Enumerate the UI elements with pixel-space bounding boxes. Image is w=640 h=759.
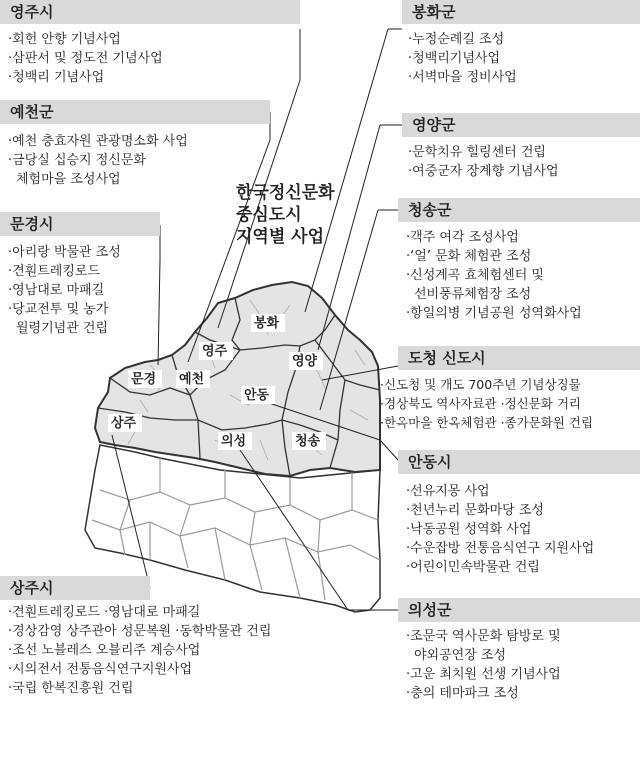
title-line-2: 중심도시	[236, 205, 302, 225]
list-item: ·조선 노블레스 오블리주 계승사업	[8, 643, 201, 658]
region-header-yeongju: 영주시	[0, 0, 300, 24]
list-item: 체험마을 조성사업	[16, 172, 121, 187]
list-item: ·신도청 및 개도 700주년 기념상징물	[380, 377, 581, 392]
list-item: ·조문국 역사문화 탐방로 및	[406, 629, 561, 644]
region-header-new-provincial-city: 도청 신도시	[398, 346, 640, 370]
list-item: ·견훤트레킹로드 ·영남대로 마패길	[8, 605, 201, 620]
list-item: ·고운 최치원 선생 기념사업	[406, 667, 561, 682]
map-label-sangju: 상주	[111, 416, 137, 431]
region-header-yecheon: 예천군	[0, 100, 270, 124]
list-item: ·항일의병 기념공원 성역화사업	[406, 306, 582, 321]
list-item: ·문학치유 힐링센터 건립	[408, 145, 546, 160]
region-list-bonghwa	[408, 30, 517, 87]
list-item: ·천년누리 문화마당 조성	[406, 503, 544, 518]
list-item: ·청백리기념사업	[408, 51, 501, 66]
region-header-yeongyang: 영양군	[402, 113, 640, 137]
map-label-yeongyang: 영양	[292, 354, 318, 369]
list-item: ·아리랑 박물관 조성	[8, 245, 121, 260]
list-item: ·한옥마을 한옥체험관 ·종가문화원 건립	[380, 415, 594, 430]
title-line-3: 지역별 사업	[236, 227, 325, 247]
region-header-mungyeong: 문경시	[0, 212, 160, 236]
map-label-yeongju: 영주	[202, 344, 228, 359]
list-item: ·당교전투 및 농가	[8, 302, 109, 317]
list-item: ·여중군자 장계향 기념사업	[408, 164, 559, 179]
region-header-cheongsong: 청송군	[398, 198, 640, 222]
region-list-cheongsong	[406, 228, 582, 323]
title-line-1: 한국정신문화	[236, 183, 335, 203]
list-item: ·낙동공원 성역화 사업	[406, 522, 532, 537]
region-list-sangju	[8, 603, 271, 698]
region-list-mungyeong	[8, 243, 121, 338]
region-header-uiseong: 의성군	[398, 598, 640, 622]
list-item: 월령기념관 건립	[16, 321, 109, 336]
region-header-bonghwa: 봉화군	[402, 0, 640, 24]
region-header-sangju: 상주시	[0, 576, 150, 600]
region-list-yeongyang	[408, 143, 559, 181]
list-item: ·경상감영 상주관아 성문복원 ·동학박물관 건립	[8, 624, 272, 639]
list-item: ·시의전서 전통음식연구지원사업	[8, 662, 193, 677]
list-item: ·회헌 안향 기념사업	[8, 32, 121, 47]
map-label-bonghwa: 봉화	[254, 316, 280, 331]
region-header-andong: 안동시	[398, 450, 640, 474]
region-list-yecheon	[8, 132, 188, 189]
map-label-andong: 안동	[244, 388, 270, 403]
list-item: ·국립 한복진흥원 건립	[8, 681, 134, 696]
list-item: ·금당실 십승지 정신문화	[8, 153, 146, 168]
list-item: ·‘얼’ 문화 체험관 조성	[406, 249, 532, 264]
list-item: ·예천 충효자원 관광명소화 사업	[8, 134, 188, 149]
map-title	[236, 182, 335, 248]
list-item: ·삼판서 및 정도전 기념사업	[8, 51, 163, 66]
map-label-cheongsong: 청송	[295, 434, 321, 449]
list-item: ·어린이민속박물관 건립	[406, 560, 540, 575]
list-item: ·충의 테마파크 조성	[406, 686, 519, 701]
map-label-mungyeong: 문경	[131, 372, 157, 387]
list-item: ·경상북도 역사자료관 ·정신문화 거리	[380, 396, 581, 411]
region-list-andong	[406, 482, 594, 577]
map-label-uiseong: 의성	[221, 434, 247, 449]
list-item: ·견훤트레킹로드	[8, 264, 101, 279]
region-list-yeongju	[8, 30, 163, 87]
list-item: 야외공연장 조성	[414, 648, 507, 663]
list-item: ·서벽마을 정비사업	[408, 70, 517, 85]
list-item: ·객주 여각 조성사업	[406, 230, 519, 245]
region-list-new-provincial-city	[380, 375, 593, 432]
list-item: ·청백리 기념사업	[8, 70, 105, 85]
list-item: 선비풍류체험장 조성	[414, 287, 532, 302]
region-list-uiseong	[406, 627, 561, 703]
list-item: ·신성계곡 효체험센터 및	[406, 268, 544, 283]
list-item: ·수운잡방 전통음식연구 지원사업	[406, 541, 595, 556]
list-item: ·누정순례길 조성	[408, 32, 505, 47]
map-label-yecheon: 예천	[179, 372, 205, 387]
list-item: ·선유지몽 사업	[406, 484, 490, 499]
list-item: ·영남대로 마패길	[8, 283, 105, 298]
